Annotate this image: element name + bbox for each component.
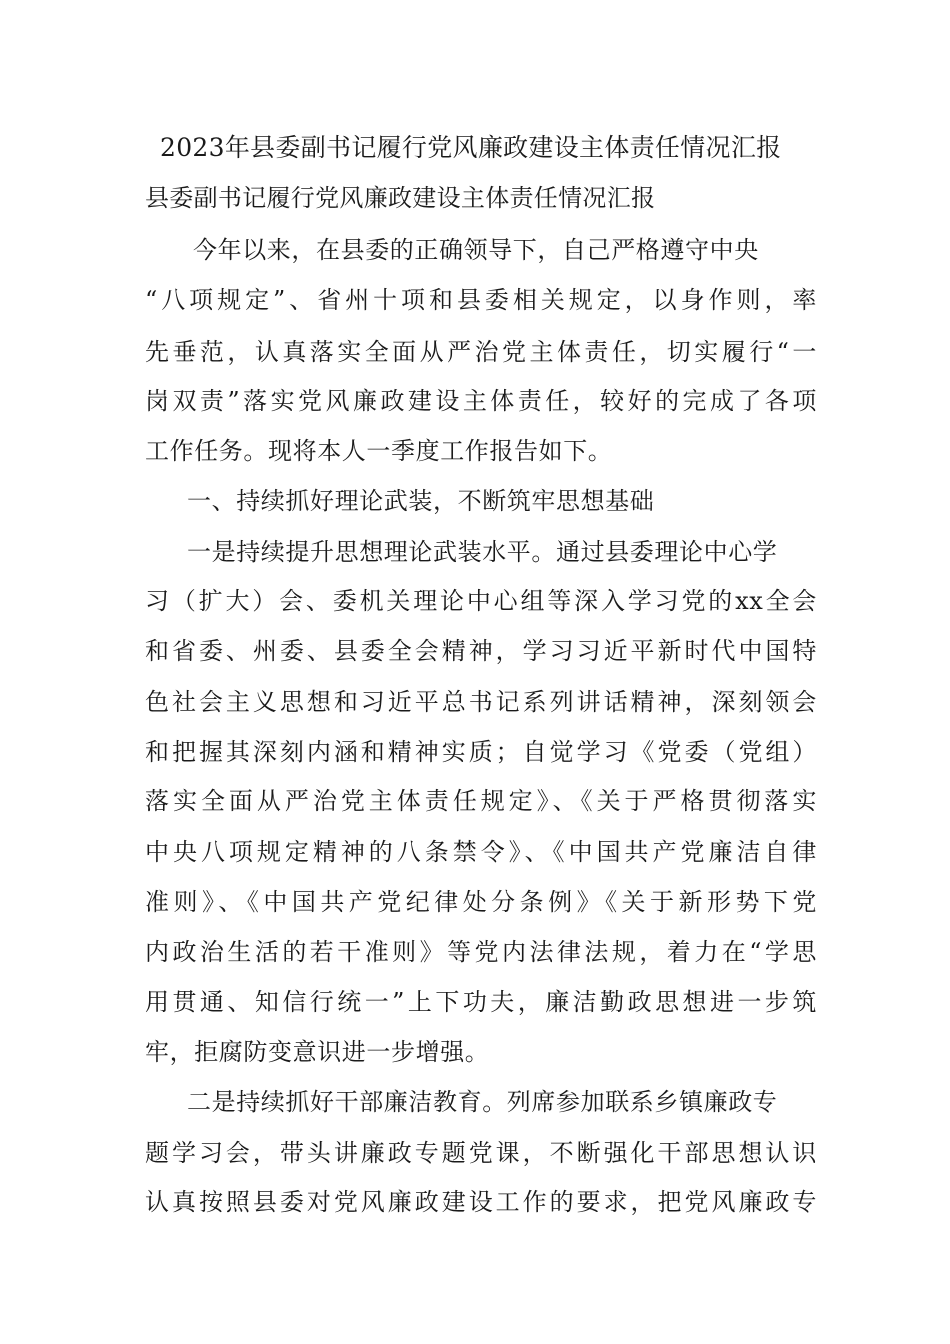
paragraph-line: 先垂范，认真落实全面从严治党主体责任，切实履行“一 [145, 338, 817, 366]
paragraph-line: 今年以来，在县委的正确领导下，自己严格遵守中央 [193, 236, 759, 264]
paragraph-line: 色社会主义思想和习近平总书记系列讲话精神，深刻领会 [145, 688, 817, 716]
document-title: 2023年县委副书记履行党风廉政建设主体责任情况汇报 [160, 133, 782, 162]
paragraph-line: 二是持续抓好干部廉洁教育。列席参加联系乡镇廉政专 [187, 1088, 778, 1116]
paragraph-line: 题学习会，带头讲廉政专题党课，不断强化干部思想认识 [145, 1139, 817, 1167]
paragraph-line: 一是持续提升思想理论武装水平。通过县委理论中心学 [187, 538, 778, 566]
paragraph-line: 岗双责”落实党风廉政建设主体责任，较好的完成了各项 [145, 387, 817, 415]
paragraph-line: 落实全面从严治党主体责任规定》、《关于严格贯彻落实 [145, 787, 817, 815]
paragraph-line: 准则》、《中国共产党纪律处分条例》《关于新形势下党 [145, 888, 817, 916]
document-subtitle: 县委副书记履行党风廉政建设主体责任情况汇报 [145, 184, 656, 212]
paragraph-line: 习（扩大）会、委机关理论中心组等深入学习党的xx全会 [145, 587, 817, 615]
paragraph-line: 和省委、州委、县委全会精神，学习习近平新时代中国特 [145, 637, 817, 665]
paragraph-line: 和把握其深刻内涵和精神实质；自觉学习《党委（党组） [145, 738, 817, 766]
paragraph-line: 认真按照县委对党风廉政建设工作的要求，把党风廉政专 [145, 1188, 817, 1216]
paragraph-line: 内政治生活的若干准则》等党内法律法规，着力在“学思 [145, 938, 817, 966]
paragraph-line: 工作任务。现将本人一季度工作报告如下。 [145, 437, 613, 465]
paragraph-line: 中央八项规定精神的八条禁令》、《中国共产党廉洁自律 [145, 838, 817, 866]
paragraph-line: 用贯通、知信行统一”上下功夫，廉洁勤政思想进一步筑 [145, 988, 817, 1016]
paragraph-line: 牢，拒腐防变意识进一步增强。 [145, 1038, 490, 1066]
section-heading: 一、持续抓好理论武装，不断筑牢思想基础 [187, 487, 655, 515]
paragraph-line: “八项规定”、省州十项和县委相关规定，以身作则，率 [145, 286, 817, 314]
